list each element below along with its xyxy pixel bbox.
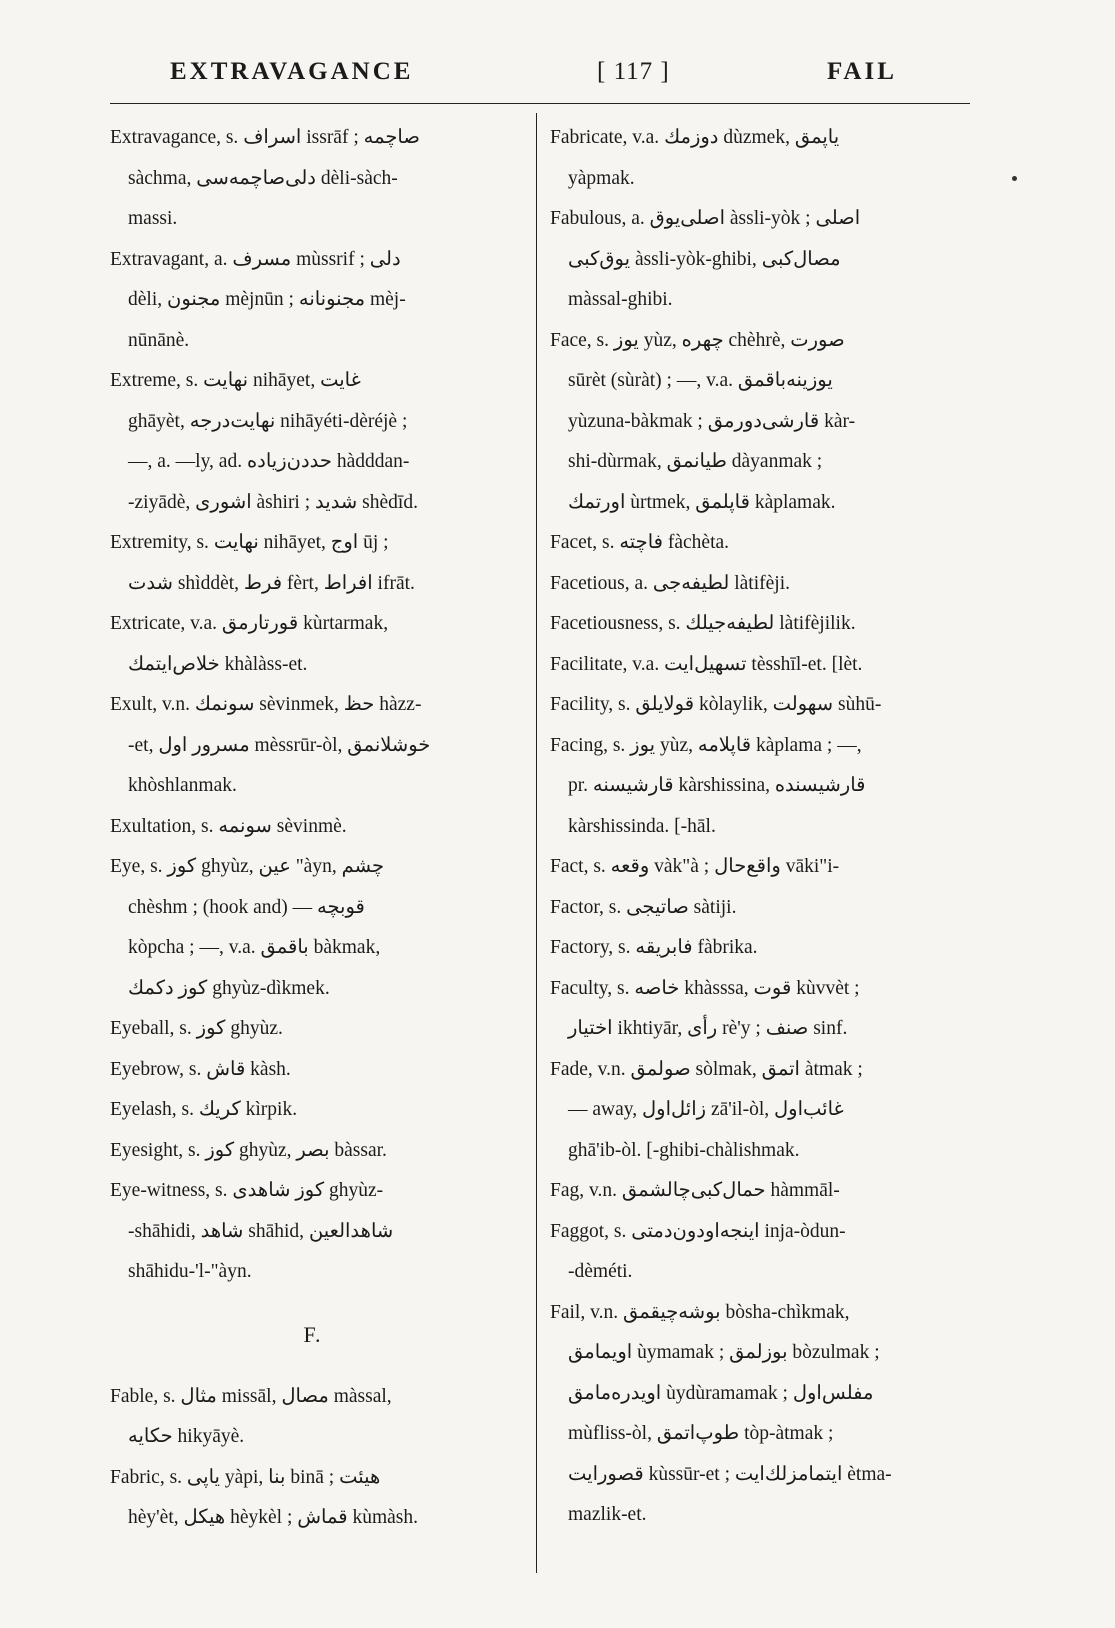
entry-line: Facility, s. قولايلق kòlaylik, سهولت sùhū- xyxy=(550,694,882,715)
entry-line: Fabulous, a. اصلى‌يوق àssli-yòk ; اصلى xyxy=(550,208,861,229)
entry-line: Fade, v.n. صولمق sòlmak, اتمق àtmak ; xyxy=(550,1058,863,1080)
entry-line: شدت shìddèt, فرط fèrt, افراط ifrāt. xyxy=(128,572,415,594)
right-column xyxy=(550,118,970,1536)
entry-line: kòpcha ; —, v.a. باقمق bàkmak, xyxy=(128,937,381,958)
entry-line: Eye-witness, s. كوز شاهدى ghyùz- xyxy=(110,1180,384,1201)
entry-line: sūrèt (sùràt) ; —, v.a. يوزينه‌باقمق xyxy=(568,370,833,391)
entry-line: Fail, v.n. بوشه‌چيقمق bòsha-chìkmak, xyxy=(550,1301,850,1323)
entry-line: Fact, s. وقعه vàk"à ; واقع‌حال vāki"i- xyxy=(550,856,840,877)
entry-line: Facet, s. فاچته fàchèta. xyxy=(550,532,730,553)
header-last-word: FAIL xyxy=(827,58,897,85)
entry-line: shi-dùrmak, طيانمق dàyanmak ; xyxy=(568,451,823,472)
entry-line: Facetiousness, s. لطيفه‌جيلك làtifèjilik. xyxy=(550,613,856,634)
entry-line: -ziyādè, اشورى àshiri ; شديد shèdīd. xyxy=(128,491,418,513)
entry-line: Fable, s. مثال missāl, مصال màssal, xyxy=(110,1385,392,1407)
entry-line: ghāyèt, نهايت‌درجه nihāyéti-dèréjè ; xyxy=(128,410,408,432)
entry-line: chèshm ; (hook and) — قوبچه xyxy=(128,896,365,918)
entry-line: Extricate, v.a. قورتارمق kùrtarmak, xyxy=(110,613,389,634)
margin-speck xyxy=(1012,176,1017,181)
entry-line: Faggot, s. اينجه‌اودون‌دمتى inja-òdun- xyxy=(550,1220,846,1242)
entry-line: Extravagant, a. مسرف mùssrif ; دلى xyxy=(110,248,401,270)
entry-line: -dèméti. xyxy=(568,1261,633,1282)
entry-line: اورتمك ùrtmek, قاپلمق kàplamak. xyxy=(568,491,836,513)
entry-line: dèli, مجنون mèjnūn ; مجنونانه mèj- xyxy=(128,289,406,310)
entry-line: kàrshissinda. [-hāl. xyxy=(568,815,716,837)
entry-line: Fabric, s. ياپى yàpi, بنا binā ; هيئت xyxy=(110,1466,381,1488)
entry-line: Extravagance, s. اسراف issrāf ; صاچمه xyxy=(110,127,420,148)
running-header xyxy=(112,58,967,94)
entry-line: Exultation, s. سونمه sèvinmè. xyxy=(110,815,347,837)
entry-line: yùzuna-bàkmak ; قارشى‌دورمق kàr- xyxy=(568,410,856,432)
entry-line: Fabricate, v.a. دوزمك dùzmek, ياپمق xyxy=(550,127,840,148)
entry-line: massi. xyxy=(128,208,178,229)
entry-line: màssal-ghibi. xyxy=(568,289,673,310)
section-letter-heading: F. xyxy=(303,1321,322,1347)
column-divider xyxy=(536,113,537,1573)
entry-line: خلاص‌ايتمك khàlàss-et. xyxy=(128,653,308,675)
entry-line: Face, s. يوز yùz, چهره chèhrè, صورت xyxy=(550,329,845,351)
entry-line: قصور‌ايت kùssūr-et ; ايتمامزلك‌ايت ètma- xyxy=(568,1463,892,1485)
entry-line: Fag, v.n. حمال‌كبى‌چالشمق hàmmāl- xyxy=(550,1180,840,1201)
page-number: [ 117 ] xyxy=(597,58,670,85)
entry-line: Eyesight, s. كوز ghyùz, بصر bàssar. xyxy=(110,1139,387,1161)
entry-line: يوق‌كبى àssli-yòk-ghibi, مصال‌كبى xyxy=(568,248,841,270)
entry-line: hèy'èt, هيكل hèykèl ; قماش kùmàsh. xyxy=(128,1507,419,1528)
entry-line: pr. قارشيسنه kàrshissina, قارشيسنده xyxy=(568,775,866,796)
entry-line: mazlik-et. xyxy=(568,1504,647,1525)
entry-line: كوز دكمك ghyùz-dìkmek. xyxy=(128,977,330,999)
entry-line: Extreme, s. نهايت nihāyet, غايت xyxy=(110,370,361,391)
entry-line: shāhidu-'l-"àyn. xyxy=(128,1261,252,1282)
entry-line: -shāhidi, شاهد shāhid, شاهدالعين xyxy=(128,1220,394,1242)
entry-line: -et, مسرور اول mèssrūr-òl, خوشلانمق xyxy=(128,734,431,756)
entry-line: sàchma, دلى‌صاچمه‌سى dèli-sàch- xyxy=(128,167,398,189)
entry-line: حكايه hikyāyè. xyxy=(128,1426,245,1447)
entry-line: ghā'ib-òl. [-ghibi-chàlishmak. xyxy=(568,1139,800,1161)
entry-line: Eye, s. كوز ghyùz, عين "àyn, چشم xyxy=(110,856,385,877)
entry-line: اويمامق ùymamak ; بوزلمق bòzulmak ; xyxy=(568,1342,880,1363)
entry-line: Facing, s. يوز yùz, قاپلامه kàplama ; —, xyxy=(550,734,862,756)
entry-line: mùfliss-òl, طوپ‌اتمق tòp-àtmak ; xyxy=(568,1423,834,1444)
entry-line: Eyelash, s. كريك kìrpik. xyxy=(110,1099,298,1120)
entry-line: nūnānè. xyxy=(128,329,190,351)
entry-line: khòshlanmak. xyxy=(128,775,237,796)
entry-line: Factor, s. صاتيجى sàtiji. xyxy=(550,896,737,918)
entry-line: — away, زائل‌اول zā'il-òl, غائب‌اول xyxy=(568,1099,844,1120)
entry-line: Facilitate, v.a. تسهيل‌ايت tèsshīl-et. [lèt. xyxy=(550,653,863,675)
header-first-word: EXTRAVAGANCE xyxy=(170,58,414,85)
header-rule xyxy=(110,103,970,104)
entry-line: Faculty, s. خاصه khàsssa, قوت kùvvèt ; xyxy=(550,977,860,999)
entry-line: Facetious, a. لطيفه‌جى làtifèji. xyxy=(550,572,790,594)
entry-line: اويدره‌مامق ùydùramamak ; مفلس‌اول xyxy=(568,1382,874,1404)
entry-line: Exult, v.n. سونمك sèvinmek, حظ hàzz- xyxy=(110,694,422,715)
entry-line: Eyeball, s. كوز ghyùz. xyxy=(110,1018,283,1039)
entry-line: Extremity, s. نهايت nihāyet, اوج ūj ; xyxy=(110,532,389,553)
entry-line: —, a. —ly, ad. حددن‌زياده hàdddan- xyxy=(128,451,410,472)
entry-line: Eyebrow, s. قاش kàsh. xyxy=(110,1058,291,1080)
entry-line: اختيار ikhtiyār, رأى rè'y ; صنف sinf. xyxy=(568,1018,848,1039)
entry-line: Factory, s. فابريقه fàbrika. xyxy=(550,937,758,958)
left-column xyxy=(110,118,515,1539)
entry-line: yàpmak. xyxy=(568,167,635,189)
